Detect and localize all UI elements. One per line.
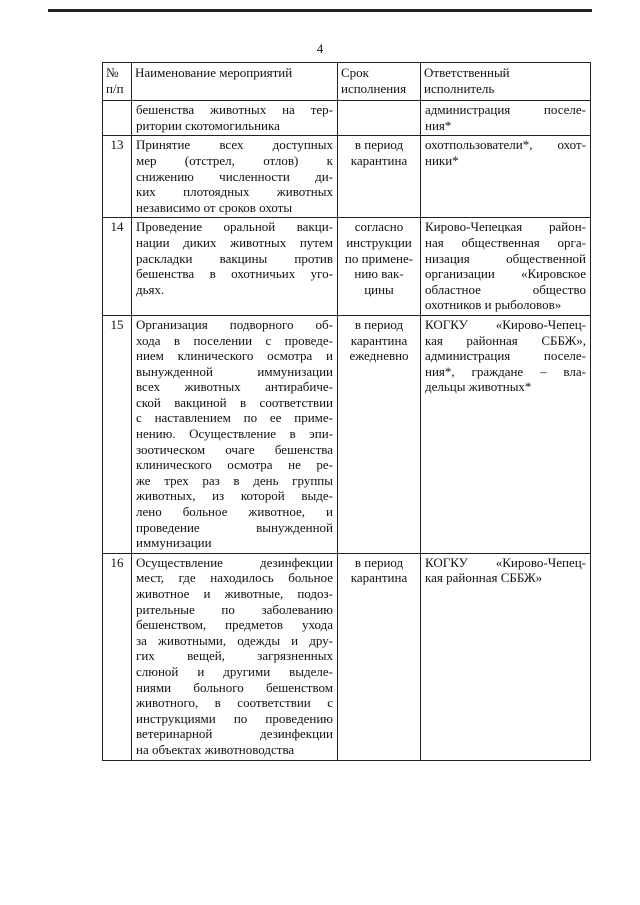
cell-text-line: кая районная СББЖ», bbox=[425, 332, 586, 348]
cell-text-line: мер (отстрел, отлов) к bbox=[136, 152, 333, 168]
row-responsible bbox=[421, 136, 591, 218]
row-activity bbox=[132, 553, 338, 760]
cell-text-line: ветеринарной дезинфекции bbox=[136, 726, 333, 742]
top-border-line bbox=[48, 9, 592, 12]
cell-text-line: охотпользователи*, охот- bbox=[425, 137, 586, 153]
row-activity bbox=[132, 315, 338, 553]
cell-text-line: бешенством, предметов ухода bbox=[136, 617, 333, 633]
cell-text-line: Наименование мероприятий bbox=[135, 65, 293, 80]
cell-text-line: карантина bbox=[350, 332, 408, 348]
cell-text-line: Ответственный bbox=[424, 65, 510, 80]
cell-text-line: КОГКУ «Кирово-Чепец- bbox=[425, 316, 586, 332]
cell-text-line: карантина bbox=[350, 152, 408, 168]
cell-text-line: ской вакциной в соответствии bbox=[136, 394, 333, 410]
cell-text-line: вынужденной иммунизации bbox=[136, 363, 333, 379]
cell-text-line: ния*, граждане – вла- bbox=[425, 363, 586, 379]
cell-text-line: в период bbox=[354, 554, 404, 570]
cell-text-line: за животными, одежды и дру- bbox=[136, 632, 333, 648]
cell-text-line: по примене- bbox=[344, 250, 414, 266]
cell-text-line: дьях. bbox=[136, 281, 165, 297]
cell-text-line: ритории скотомогильника bbox=[136, 117, 280, 133]
cell-text-line: ниями больного бешенством bbox=[136, 679, 333, 695]
table-row bbox=[103, 553, 591, 760]
cell-text-line: хода в поселении с проведе- bbox=[136, 332, 333, 348]
cell-text-line: зоотическом очаге бешенства bbox=[136, 441, 333, 457]
cell-text-line: кая районная СББЖ» bbox=[425, 570, 543, 586]
cell-text-line: животного, в соответствии с bbox=[136, 695, 333, 711]
cell-text-line: на объектах животноводства bbox=[136, 741, 295, 757]
cell-text-line: гих вещей, загрязненных bbox=[136, 648, 333, 664]
header-num bbox=[103, 63, 132, 101]
cell-text-line: лено больное животное, и bbox=[136, 504, 333, 520]
cell-text-line: бешенства животных на тер- bbox=[136, 102, 333, 118]
cell-text-line: нению. Осуществление в эпи- bbox=[136, 426, 333, 442]
cell-text-line: ники* bbox=[425, 152, 459, 168]
cell-text-line: нации диких животных путем bbox=[136, 234, 333, 250]
cell-text-line: исполнитель bbox=[424, 80, 495, 96]
row-term bbox=[338, 553, 421, 760]
cell-text-line: инструкциями по проведению bbox=[136, 710, 333, 726]
row-responsible bbox=[421, 218, 591, 316]
table-row bbox=[103, 315, 591, 553]
cell-text-line: согласно bbox=[354, 219, 404, 235]
cell-text-line: Проведение оральной вакци- bbox=[136, 219, 333, 235]
cell-text-line: нию вак- bbox=[354, 266, 404, 282]
cell-text-line: инструкции bbox=[346, 234, 412, 250]
cell-text-line: администрация поселе- bbox=[425, 348, 586, 364]
table-header-row bbox=[103, 63, 591, 101]
row-activity bbox=[132, 218, 338, 316]
cell-text-line: животных, из которой выде- bbox=[136, 488, 333, 504]
cell-text-line: Срок bbox=[341, 65, 369, 80]
cell-text-line: карантина bbox=[350, 570, 408, 586]
cell-text-line: бешенства в охотничьих уго- bbox=[136, 266, 333, 282]
row-activity bbox=[132, 136, 338, 218]
measures-table bbox=[102, 62, 591, 761]
row-activity bbox=[132, 101, 338, 136]
cell-text-line: исполнения bbox=[341, 80, 407, 96]
cell-text-line: Принятие всех доступных bbox=[136, 137, 333, 153]
cell-text-line: ния* bbox=[425, 117, 452, 133]
cell-text-line: клинического осмотра не ре- bbox=[136, 457, 333, 473]
row-term bbox=[338, 315, 421, 553]
row-number bbox=[103, 101, 132, 136]
row-term bbox=[338, 101, 421, 136]
cell-text-line: в период bbox=[354, 316, 404, 332]
table-row bbox=[103, 218, 591, 316]
cell-text-line: цины bbox=[364, 281, 394, 297]
cell-text-line: всех животных антирабиче- bbox=[136, 379, 333, 395]
header-term bbox=[338, 63, 421, 101]
cell-text-line: Кирово-Чепецкая район- bbox=[425, 219, 586, 235]
cell-text-line: проведение вынужденной bbox=[136, 519, 333, 535]
cell-text-line: п/п bbox=[106, 80, 124, 96]
row-number: 16 bbox=[103, 553, 132, 760]
row-responsible bbox=[421, 553, 591, 760]
cell-text-line: ная общественная орга- bbox=[425, 234, 586, 250]
cell-text-line: КОГКУ «Кирово-Чепец- bbox=[425, 554, 586, 570]
cell-text-line: Организация подворного об- bbox=[136, 316, 333, 332]
cell-text-line: низация общественной bbox=[425, 250, 586, 266]
cell-text-line: раскладки вакцины против bbox=[136, 250, 333, 266]
cell-text-line: Осуществление дезинфекции bbox=[136, 554, 333, 570]
cell-text-line: № bbox=[106, 65, 119, 80]
cell-text-line: организации «Кировское bbox=[425, 266, 586, 282]
cell-text-line: ких плотоядных животных bbox=[136, 184, 333, 200]
row-responsible bbox=[421, 315, 591, 553]
row-term bbox=[338, 218, 421, 316]
cell-text-line: с наставлением по ее приме- bbox=[136, 410, 333, 426]
cell-text-line: областное общество bbox=[425, 281, 586, 297]
cell-text-line: иммунизации bbox=[136, 535, 212, 551]
row-term bbox=[338, 136, 421, 218]
table-row bbox=[103, 101, 591, 136]
header-responsible bbox=[421, 63, 591, 101]
page-number: 4 bbox=[316, 41, 324, 56]
cell-text-line: рительные по заболеванию bbox=[136, 601, 333, 617]
table-row bbox=[103, 136, 591, 218]
cell-text-line: животное и животные, подоз- bbox=[136, 586, 333, 601]
cell-text-line: администрация поселе- bbox=[425, 102, 586, 118]
cell-text-line: дельцы животных* bbox=[425, 379, 532, 395]
row-number: 13 bbox=[103, 136, 132, 218]
cell-text-line: же трех раз в день группы bbox=[136, 472, 333, 488]
cell-text-line: нием клинического осмотра и bbox=[136, 348, 333, 364]
row-number: 15 bbox=[103, 315, 132, 553]
cell-text-line: мест, где находилось больное bbox=[136, 570, 333, 586]
cell-text-line: охотников и рыболовов» bbox=[425, 297, 562, 313]
header-activity bbox=[132, 63, 338, 101]
cell-text-line: слюной и другими выделе- bbox=[136, 663, 333, 679]
row-responsible bbox=[421, 101, 591, 136]
cell-text-line: в период bbox=[354, 137, 404, 153]
cell-text-line: снижению численности ди- bbox=[136, 168, 333, 184]
cell-text-line: независимо от сроков охоты bbox=[136, 199, 293, 215]
cell-text-line: ежедневно bbox=[349, 348, 409, 364]
row-number: 14 bbox=[103, 218, 132, 316]
